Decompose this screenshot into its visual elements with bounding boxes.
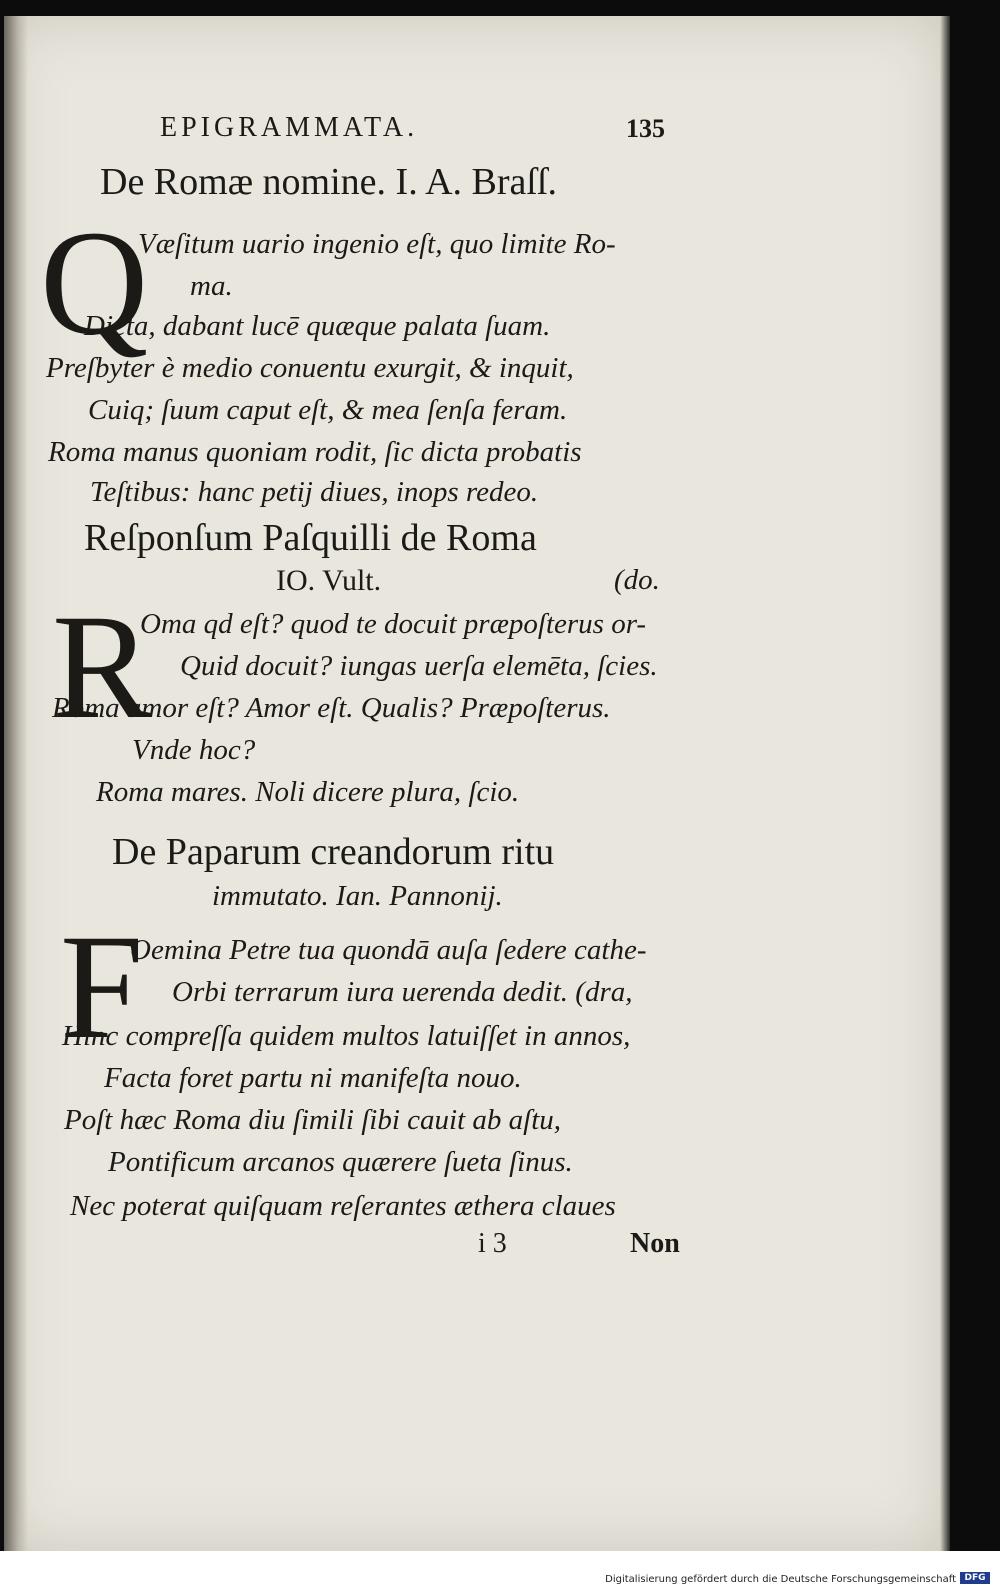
section3-line-2: Orbi terrarum iura uerenda dedit. (dra, (172, 976, 633, 1008)
credit-text: Digitalisierung gefördert durch die Deutsche Forschungsgemeinschaft (605, 1574, 956, 1585)
section3-line-5: Poſt hæc Roma diu ſimili ſibi cauit ab aſtu, (64, 1104, 562, 1136)
section3-line-6: Pontificum arcanos quærere ſueta ſinus. (108, 1146, 573, 1178)
section2-title: Reſponſum Paſquilli de Roma (84, 517, 537, 559)
page-edge (940, 16, 950, 1551)
section3-line-4: Facta foret partu ni manifeſta nouo. (104, 1062, 522, 1094)
section1-title: De Romæ nomine. I. A. Braſſ. (100, 161, 558, 203)
section1-drop-cap: Q (40, 200, 149, 366)
section2-line-4: Vnde hoc? (132, 734, 256, 766)
section3-line-1: Oemina Petre tua quondā auſa ſedere cathe- (130, 934, 647, 966)
section1-line-7: Teſtibus: hanc petij diues, inops redeo. (90, 476, 539, 508)
section3-line-7: Nec poterat quiſquam reſerantes æthera claues (70, 1190, 616, 1222)
section3-line-3: Hinc compreſſa quidem multos latuiſſet in annos, (62, 1020, 631, 1052)
section3-subtitle: immutato. Ian. Pannonij. (212, 880, 503, 912)
section1-line-3: Dicta, dabant lucē quæque palata ſuam. (84, 310, 551, 342)
section2-line-5: Roma mares. Noli dicere plura, ſcio. (96, 776, 520, 808)
section3-drop-cap: F (60, 904, 144, 1070)
page-number: 135 (626, 114, 665, 143)
section2-subtitle-right: (do. (614, 564, 660, 596)
running-title: EPIGRAMMATA. (160, 112, 419, 143)
dfg-logo: DFG (960, 1572, 990, 1584)
section2-line-1: Oma qd eſt? quod te docuit præpoſterus or- (140, 608, 647, 640)
section1-line-4: Preſbyter è medio conuentu exurgit, & inquit, (46, 352, 574, 384)
section1-line-6: Roma manus quoniam rodit, ſic dicta probatis (48, 436, 582, 468)
section2-line-2: Quid docuit? iungas uerſa elemēta, ſcies. (180, 650, 658, 682)
section2-subtitle: IO. Vult. (276, 564, 382, 597)
section3-title: De Paparum creandorum ritu (112, 831, 555, 873)
catchword: Non (630, 1228, 680, 1259)
section1-line-5: Cuiq; ſuum caput eſt, & mea ſenſa feram. (88, 394, 568, 426)
signature-mark: i 3 (478, 1228, 507, 1259)
section1-line-1: Væſitum uario ingenio eſt, quo limite Ro- (138, 228, 616, 260)
page-gutter-shadow (4, 16, 28, 1551)
section1-line-2: ma. (190, 270, 233, 302)
section2-line-3: Roma amor eſt? Amor eſt. Qualis? Præpoſterus. (52, 692, 611, 724)
section2-drop-cap: R (52, 584, 153, 750)
